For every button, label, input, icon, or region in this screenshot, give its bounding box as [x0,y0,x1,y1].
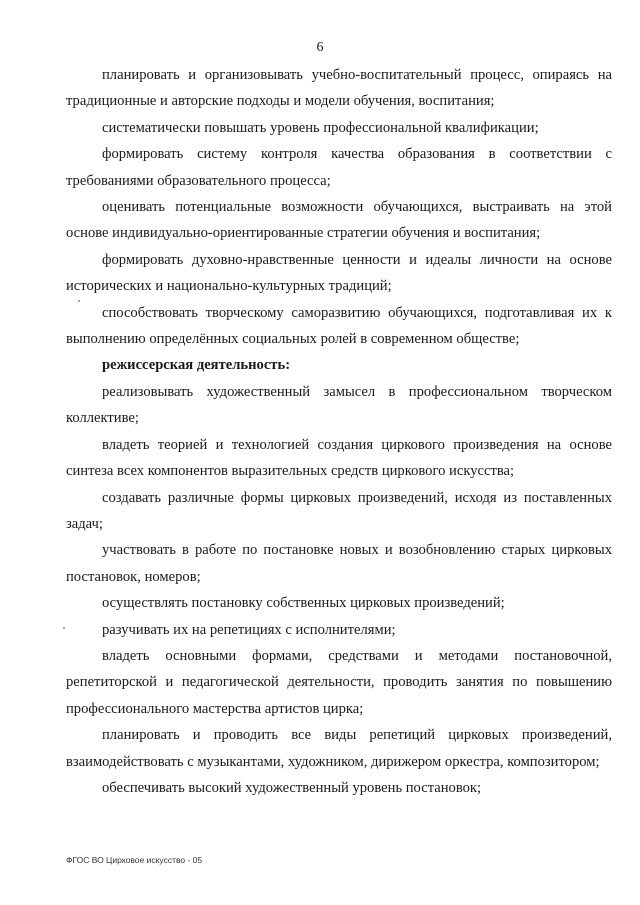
scan-speck [63,627,65,629]
paragraph: обеспечивать высокий художественный уровень постановок; [102,779,482,796]
paragraph: оценивать потенциальные возможности обучающихся, выстраивать на этой основе индивидуально-ориентированные стратегии обучения и воспитания; [66,199,612,242]
paragraph: планировать и проводить все виды репетиций цирковых произведений, взаимодействовать с музыкантами, художником, дирижером оркестра, композитором; [66,727,612,770]
paragraph: владеть основными формами, средствами и методами постановочной, репетиторской и педагогической деятельности, проводить занятия по повышению профессионального мастерства артистов цирка; [66,647,612,717]
scan-speck [78,300,80,302]
paragraph: способствовать творческому саморазвитию обучающихся, подготавливая их к выполнению определённых социальных ролей в современном обществе; [66,304,612,348]
paragraph: формировать систему контроля качества образования в соответствии с требованиями образовательного процесса; [66,146,612,189]
paragraph: разучивать их на репетициях с исполнителями; [102,621,396,638]
paragraph: владеть теорией и технологией создания циркового произведения на основе синтеза всех компонентов выразительных средств циркового искусства; [66,436,612,480]
paragraph: участвовать в работе по постановке новых и возобновлению старых цирковых постановок, номеров; [66,542,612,585]
paragraph: систематически повышать уровень профессиональной квалификации; [102,119,539,136]
page-body [66,62,612,801]
paragraph: реализовывать художественный замысел в профессиональном творческом коллективе; [66,383,612,427]
paragraph: планировать и организовывать учебно-воспитательный процесс, опираясь на традиционные и авторские подходы и модели обучения, воспитания; [66,67,612,110]
page-footer: ФГОС ВО Цирковое искусство - 05 [66,855,203,865]
section-heading: режиссерская деятельность: [102,357,291,374]
page-number: 6 [316,40,324,55]
paragraph: осуществлять постановку собственных цирковых произведений; [102,595,505,612]
paragraph: создавать различные формы цирковых произведений, исходя из поставленных задач; [66,489,612,532]
paragraph: формировать духовно-нравственные ценности и идеалы личности на основе исторических и национально-культурных традиций; [66,251,612,295]
